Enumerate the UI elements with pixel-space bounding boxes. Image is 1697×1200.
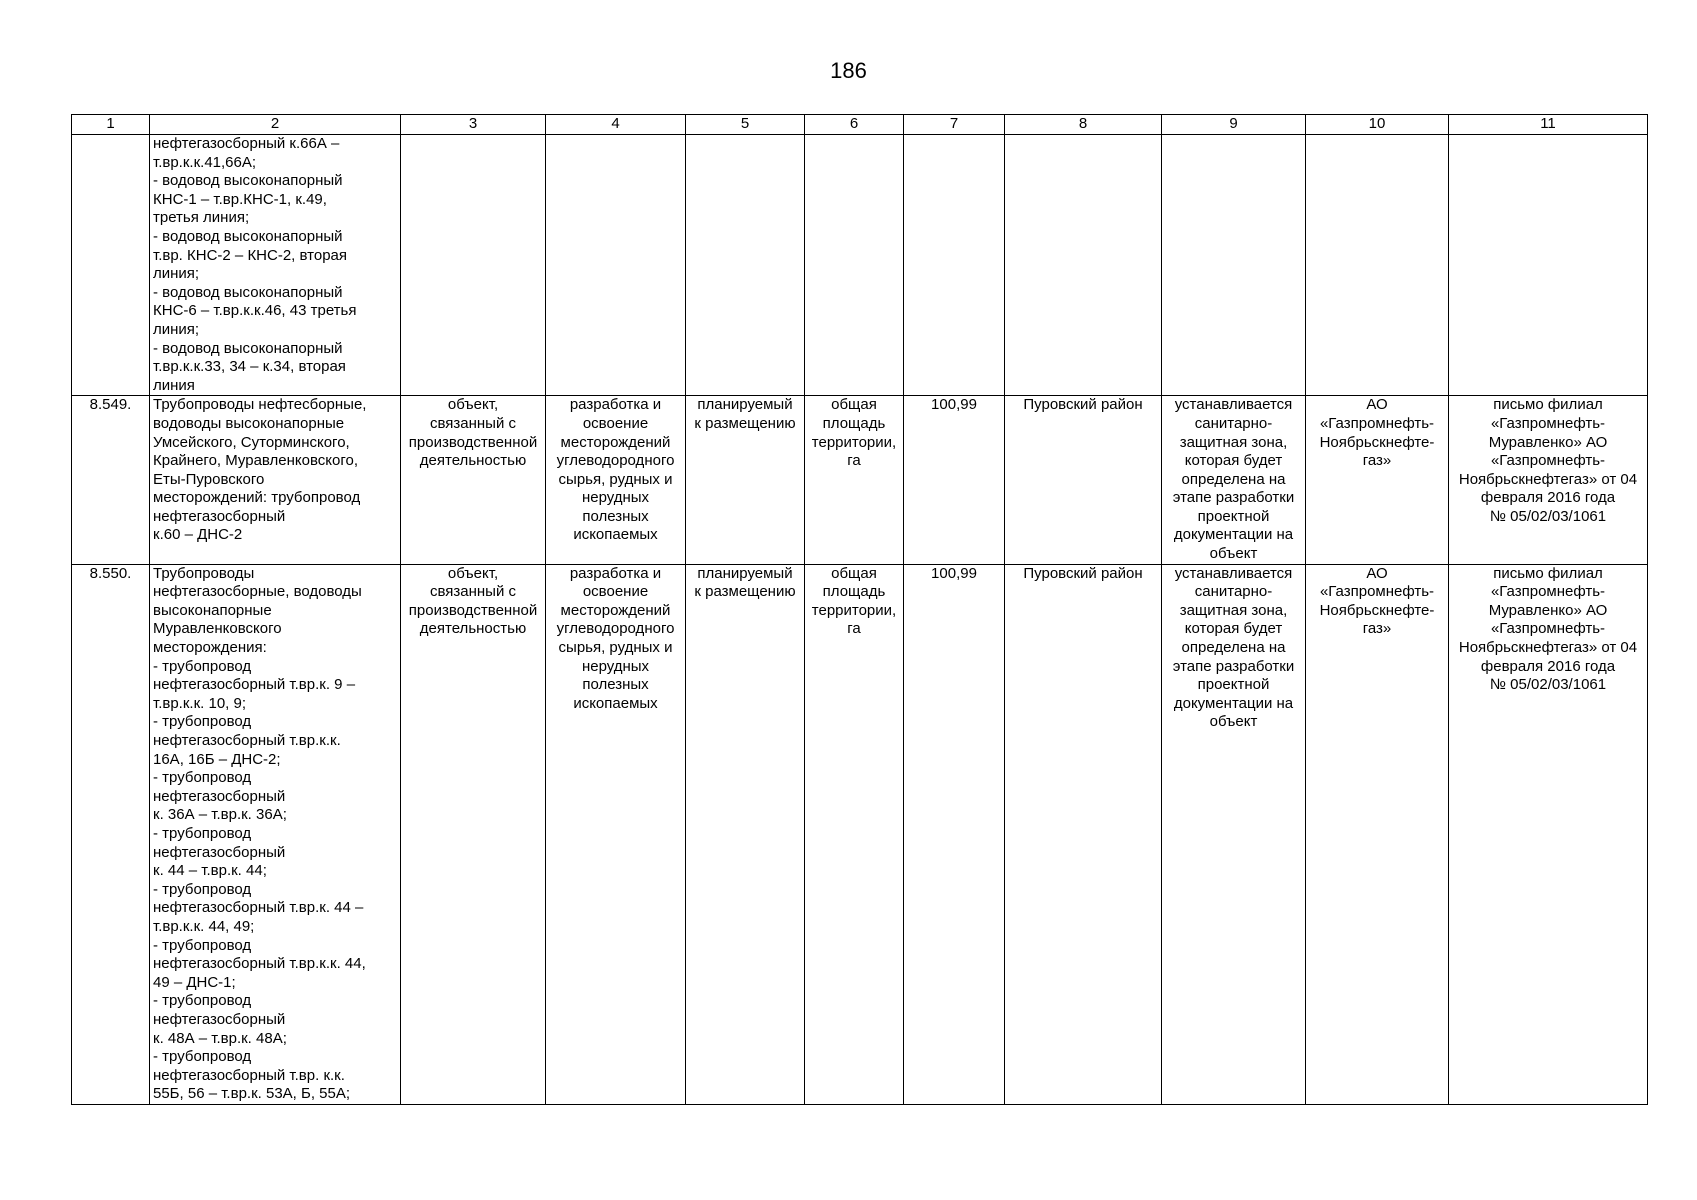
table-row xyxy=(72,396,1648,564)
basis-cell: письмо филиал «Газпромнефть- Муравленко» АО «Газпромнефть- Ноябрьскнефтегаз» от 04 февраля 2016 года № 05/02/03/1061 xyxy=(1449,396,1648,564)
row-number-cell: 8.549. xyxy=(72,396,150,564)
object-name-cell: Трубопроводы нефтегазосборные, водоводы высоконапорные Муравленковского месторождения: - трубопровод нефтегазосборный т.вр.к. 9 – т.вр.к.к. 10, 9; - трубопровод нефтегазосборный т.вр.к.к. 16А, 16Б – ДНС-2; - трубопровод нефтегазосборный к. 36А – т.вр.к. 36А; - трубопровод нефтегазосборный к. 44 – т.вр.к. 44; - трубопровод нефтегазосборный т.вр.к. 44 – т.вр.к.к. 44, 49; - трубопровод нефтегазосборный т.вр.к.к. 44, 49 – ДНС-1; - трубопровод нефтегазосборный к. 48А – т.вр.к. 48А; - трубопровод нефтегазосборный т.вр. к.к. 55Б, 56 – т.вр.к. 53А, Б, 55А; xyxy=(150,564,401,1104)
row-number-cell xyxy=(72,135,150,396)
column-header: 11 xyxy=(1449,115,1648,135)
purpose-cell: разработка и освоение месторождений углеводородного сырья, рудных и нерудных полезных ископаемых xyxy=(546,396,686,564)
owner-cell: АО «Газпромнефть- Ноябрьскнефте- газ» xyxy=(1306,396,1449,564)
value-cell: 100,99 xyxy=(904,396,1005,564)
object-name-cell: Трубопроводы нефтесборные, водоводы высоконапорные Умсейского, Суторминского, Крайнего, Муравленковского, Еты-Пуровского месторождений: трубопровод нефтегазосборный к.60 – ДНС-2 xyxy=(150,396,401,564)
basis-cell xyxy=(1449,135,1648,396)
column-header: 2 xyxy=(150,115,401,135)
location-cell xyxy=(1005,135,1162,396)
location-cell: Пуровский район xyxy=(1005,396,1162,564)
owner-cell: АО «Газпромнефть- Ноябрьскнефте- газ» xyxy=(1306,564,1449,1104)
table-row xyxy=(72,135,1648,396)
zone-cell: устанавливается санитарно- защитная зона, которая будет определена на этапе разработки проектной документации на объект xyxy=(1162,396,1306,564)
status-cell xyxy=(686,135,805,396)
object-type-cell xyxy=(401,135,546,396)
object-type-cell: объект, связанный с производственной деятельностью xyxy=(401,564,546,1104)
row-number-cell: 8.550. xyxy=(72,564,150,1104)
value-cell xyxy=(904,135,1005,396)
parameter-cell xyxy=(805,135,904,396)
value-cell: 100,99 xyxy=(904,564,1005,1104)
column-header: 1 xyxy=(72,115,150,135)
column-header: 8 xyxy=(1005,115,1162,135)
column-header: 6 xyxy=(805,115,904,135)
column-number-row xyxy=(72,115,1648,135)
column-header: 5 xyxy=(686,115,805,135)
zone-cell: устанавливается санитарно- защитная зона, которая будет определена на этапе разработки проектной документации на объект xyxy=(1162,564,1306,1104)
status-cell: планируемый к размещению xyxy=(686,564,805,1104)
zone-cell xyxy=(1162,135,1306,396)
object-type-cell: объект, связанный с производственной деятельностью xyxy=(401,396,546,564)
objects-table xyxy=(71,114,1648,1105)
purpose-cell: разработка и освоение месторождений углеводородного сырья, рудных и нерудных полезных ископаемых xyxy=(546,564,686,1104)
column-header: 9 xyxy=(1162,115,1306,135)
purpose-cell xyxy=(546,135,686,396)
owner-cell xyxy=(1306,135,1449,396)
parameter-cell: общая площадь территории, га xyxy=(805,396,904,564)
column-header: 7 xyxy=(904,115,1005,135)
basis-cell: письмо филиал «Газпромнефть- Муравленко» АО «Газпромнефть- Ноябрьскнефтегаз» от 04 февраля 2016 года № 05/02/03/1061 xyxy=(1449,564,1648,1104)
status-cell: планируемый к размещению xyxy=(686,396,805,564)
object-name-cell: нефтегазосборный к.66А – т.вр.к.к.41,66А; - водовод высоконапорный КНС-1 – т.вр.КНС-1, к.49, третья линия; - водовод высоконапорный т.вр. КНС-2 – КНС-2, вторая линия; - водовод высоконапорный КНС-6 – т.вр.к.к.46, 43 третья линия; - водовод высоконапорный т.вр.к.к.33, 34 – к.34, вторая линия xyxy=(150,135,401,396)
column-header: 4 xyxy=(546,115,686,135)
table-row xyxy=(72,564,1648,1104)
column-header: 3 xyxy=(401,115,546,135)
parameter-cell: общая площадь территории, га xyxy=(805,564,904,1104)
location-cell: Пуровский район xyxy=(1005,564,1162,1104)
page-number: 186 xyxy=(830,58,867,83)
column-header: 10 xyxy=(1306,115,1449,135)
